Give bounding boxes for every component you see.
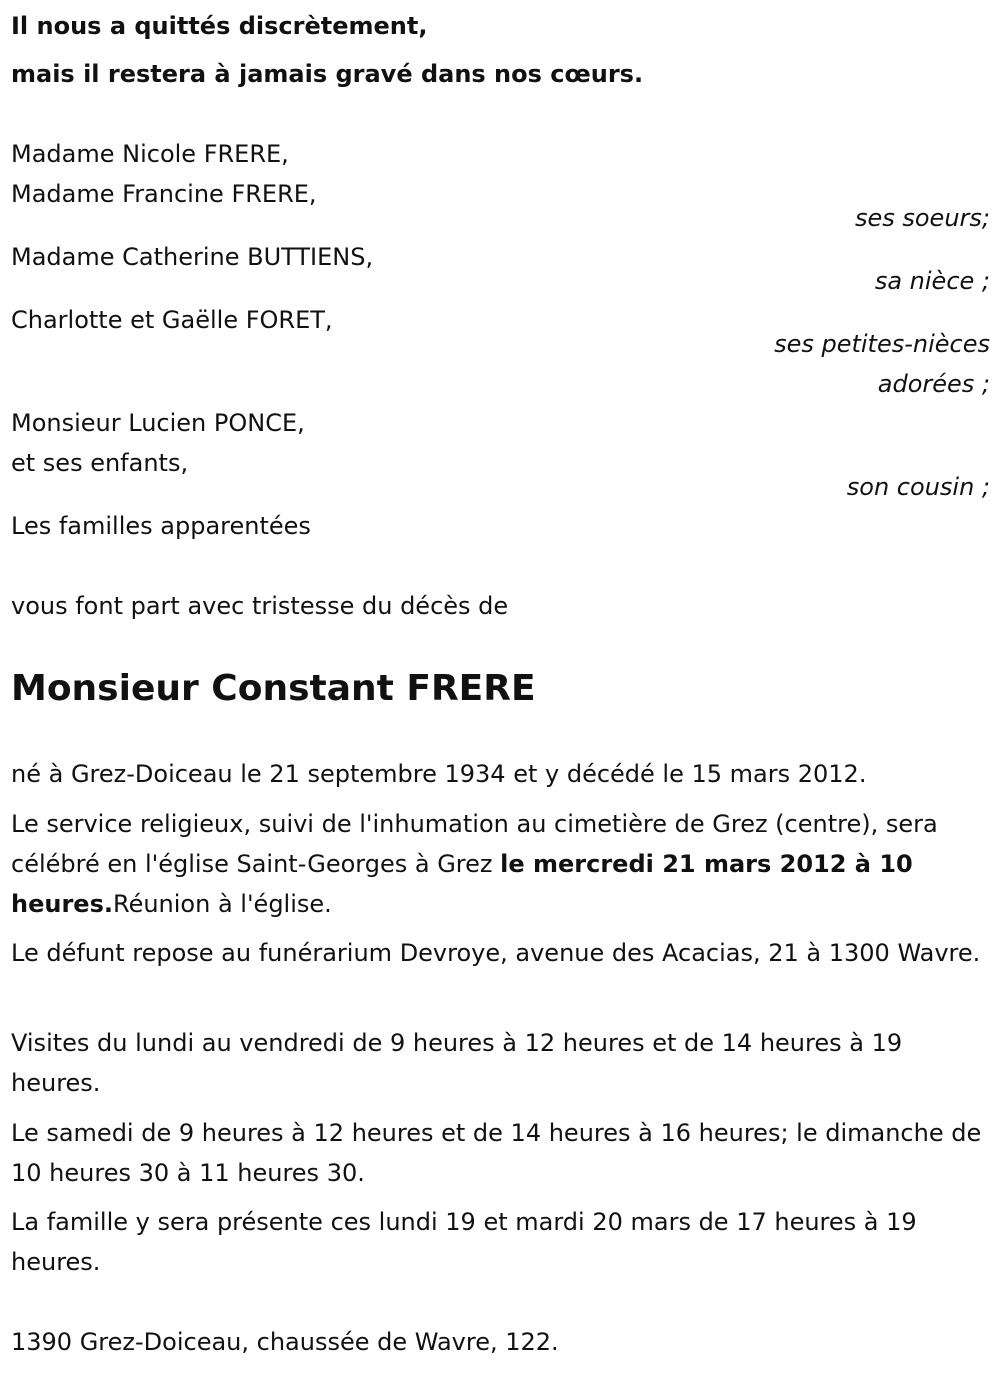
visits-weekdays: Visites du lundi au vendredi de 9 heures à 12 heures et de 14 heures à 19 heures. [11,1029,903,1097]
niece-relation: sa nièce ; [874,267,990,295]
address: 1390 Grez-Doiceau, chaussée de Wavre, 122. [11,1328,559,1356]
service-after: Réunion à l'église. [112,890,332,918]
service-info [11,804,986,924]
family-cousin-children: et ses enfants, [11,449,189,477]
family-others: Les familles apparentées [11,512,311,540]
birth-death-info: né à Grez-Doiceau le 21 septembre 1934 et y décédé le 15 mars 2012. [11,760,867,788]
deceased-name: Monsieur Constant FRERE [11,668,536,709]
grandnieces-relation-2: adorées ; [877,370,990,398]
family-cousin: Monsieur Lucien PONCE, [11,409,305,437]
grandnieces-relation-1: ses petites-nièces [774,330,990,358]
visits-weekend: Le samedi de 9 heures à 12 heures et de 14 heures à 16 heures; le dimanche de 10 heures 30 à 11 heures 30. [11,1119,982,1187]
family-sister-2: Madame Francine FRERE, [11,180,317,208]
funeral-home-info: Le défunt repose au funérarium Devroye, avenue des Acacias, 21 à 1300 Wavre. [11,939,981,967]
service-text: Le service religieux, suivi de l'inhumation au cimetière de Grez (centre), sera célébré en l'église Saint-Georges à Grez [11,810,938,878]
header-line-2: mais il restera à jamais gravé dans nos cœurs. [11,60,644,88]
service-date: le mercredi 21 mars 2012 à 10 heures. [11,850,913,918]
family-presence: La famille y sera présente ces lundi 19 et mardi 20 mars de 17 heures à 19 heures. [11,1208,917,1276]
family-grandnieces: Charlotte et Gaëlle FORET, [11,306,333,334]
cousin-relation: son cousin ; [846,473,990,501]
sisters-relation: ses soeurs; [854,204,990,232]
family-sister-1: Madame Nicole FRERE, [11,140,289,168]
header-line-1: Il nous a quittés discrètement, [11,12,428,40]
family-niece: Madame Catherine BUTTIENS, [11,243,374,271]
announcement: vous font part avec tristesse du décès de [11,592,509,620]
